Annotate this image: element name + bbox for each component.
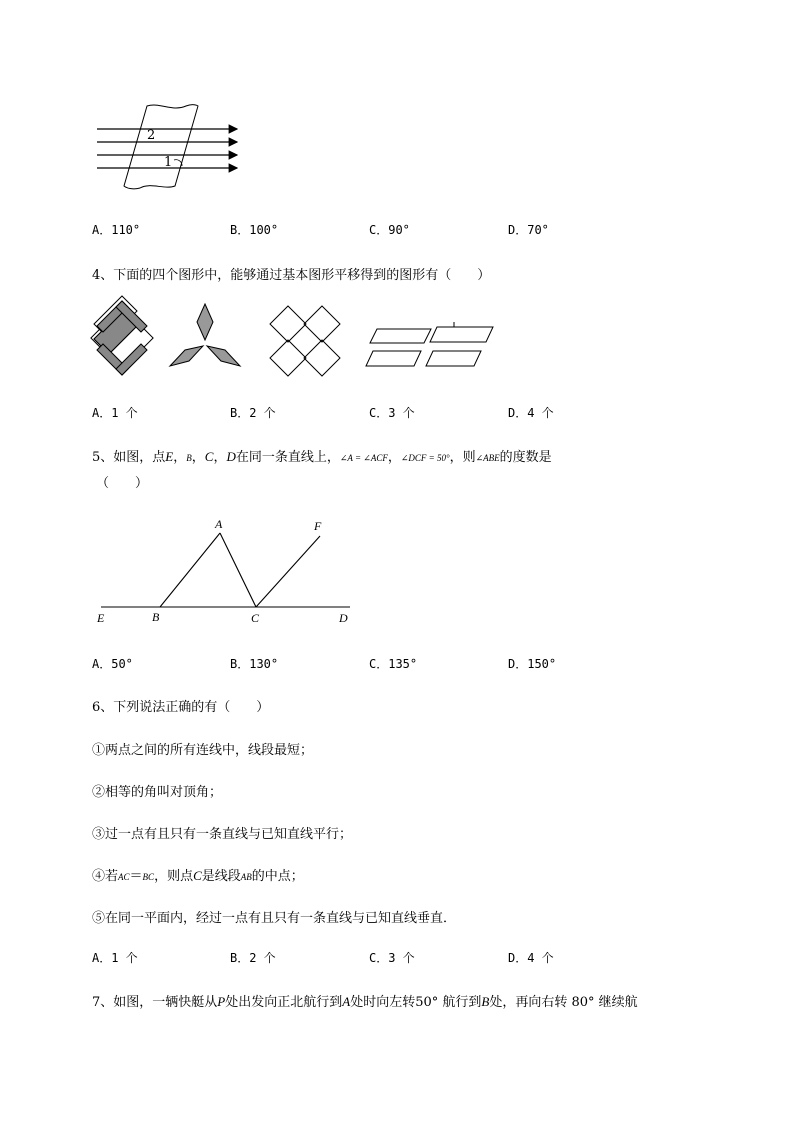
q5-stem-c: ，则 — [449, 450, 476, 465]
segment-ba — [160, 533, 220, 607]
q5-condition-2: ∠DCF = 50° — [400, 453, 450, 463]
q7-a: 7、如图，一辆快艇从 — [92, 995, 218, 1010]
q6-s4-bc: BC — [142, 872, 155, 882]
q5-option-b[interactable]: B．130° — [230, 657, 279, 671]
q5-sep-4: ， — [387, 450, 401, 465]
q7-point-a: A — [342, 994, 351, 1009]
q7-d: 处，再向右转 80° 继续航 — [489, 995, 638, 1010]
q5-label-d: D — [339, 611, 348, 625]
q3-option-a[interactable]: A．110° — [92, 223, 141, 237]
q6-s4-c: ，则点 — [154, 869, 194, 884]
q6-statement-5: ⑤在同一平面内，经过一点有且只有一条直线与已知直线垂直． — [92, 911, 457, 926]
q5-point-c: C — [204, 449, 214, 464]
q7-c: 处时向左转50° 航行到 — [350, 995, 482, 1010]
q4-option-b[interactable]: B．2 个 — [230, 406, 276, 420]
q5-option-a[interactable]: A．50° — [92, 657, 133, 671]
q5-stem-d: 的度数是 — [499, 450, 552, 465]
q4-stem: 4、下面的四个图形中，能够通过基本图形平移得到的图形有（ ） — [92, 268, 491, 283]
q6-s4-a: ④若 — [92, 869, 119, 884]
q6-statement-1: ①两点之间的所有连线中，线段最短； — [92, 743, 314, 758]
q3-option-c[interactable]: C．90° — [369, 223, 410, 237]
q6-stem: 6、下列说法正确的有（ ） — [92, 700, 270, 715]
q3-option-b[interactable]: B．100° — [230, 223, 279, 237]
q5-option-d[interactable]: D．150° — [508, 657, 557, 671]
q4-option-c[interactable]: C．3 个 — [369, 406, 415, 420]
q5-point-e: E — [165, 449, 174, 464]
q7-b: 处出发向正北航行到 — [225, 995, 343, 1010]
q5-label-a: A — [215, 517, 223, 531]
q3-angle-2-label: 2 — [147, 128, 156, 143]
q6-s4-ac: AC — [118, 872, 130, 882]
q5-point-d: D — [226, 449, 236, 464]
segment-ac — [220, 533, 256, 607]
q6-option-d[interactable]: D．4 个 — [508, 951, 554, 965]
q6-option-a[interactable]: A．1 个 — [92, 951, 138, 965]
q5-label-e: E — [97, 611, 105, 625]
q6-statement-2: ②相等的角叫对顶角； — [92, 785, 223, 800]
q7-point-b: B — [481, 994, 490, 1009]
q5-sep-3: ， — [213, 450, 227, 465]
q4-option-d[interactable]: D．4 个 — [508, 406, 554, 420]
q6-s4-e: 的中点； — [251, 869, 304, 884]
q6-s4-point-c: C — [193, 868, 202, 883]
q3-option-d[interactable]: D．70° — [508, 223, 549, 237]
q6-option-c[interactable]: C．3 个 — [369, 951, 415, 965]
q5-label-f: F — [314, 519, 322, 533]
q3-angle-1-label: 1 — [164, 155, 173, 170]
q5-label-b: B — [152, 610, 160, 624]
q5-point-b: B — [186, 453, 192, 463]
q7-point-p: P — [217, 994, 226, 1009]
q5-sep-1: ， — [173, 450, 187, 465]
segment-cf — [256, 536, 320, 607]
q5-option-c[interactable]: C．135° — [369, 657, 418, 671]
q6-s4-b: ＝ — [129, 869, 143, 884]
q6-option-b[interactable]: B．2 个 — [230, 951, 276, 965]
q5-stem-b: 在同一条直线上， — [235, 450, 340, 465]
q6-s4-ab: AB — [240, 872, 252, 882]
q5-condition-1: ∠A = ∠ACF — [339, 453, 388, 463]
q5-paren: （ ） — [96, 476, 149, 491]
q4-option-a[interactable]: A．1 个 — [92, 406, 138, 420]
q5-label-c: C — [251, 611, 260, 625]
q5-ask: ∠ABE — [475, 453, 500, 463]
q6-statement-3: ③过一点有且只有一条直线与已知直线平行； — [92, 827, 353, 842]
q5-stem-a: 5、如图，点 — [92, 450, 166, 465]
q6-statement-4 — [92, 865, 304, 884]
q6-s4-d: 是线段 — [201, 869, 241, 884]
q7-stem — [92, 991, 638, 1010]
q5-sep-2: ， — [191, 450, 205, 465]
